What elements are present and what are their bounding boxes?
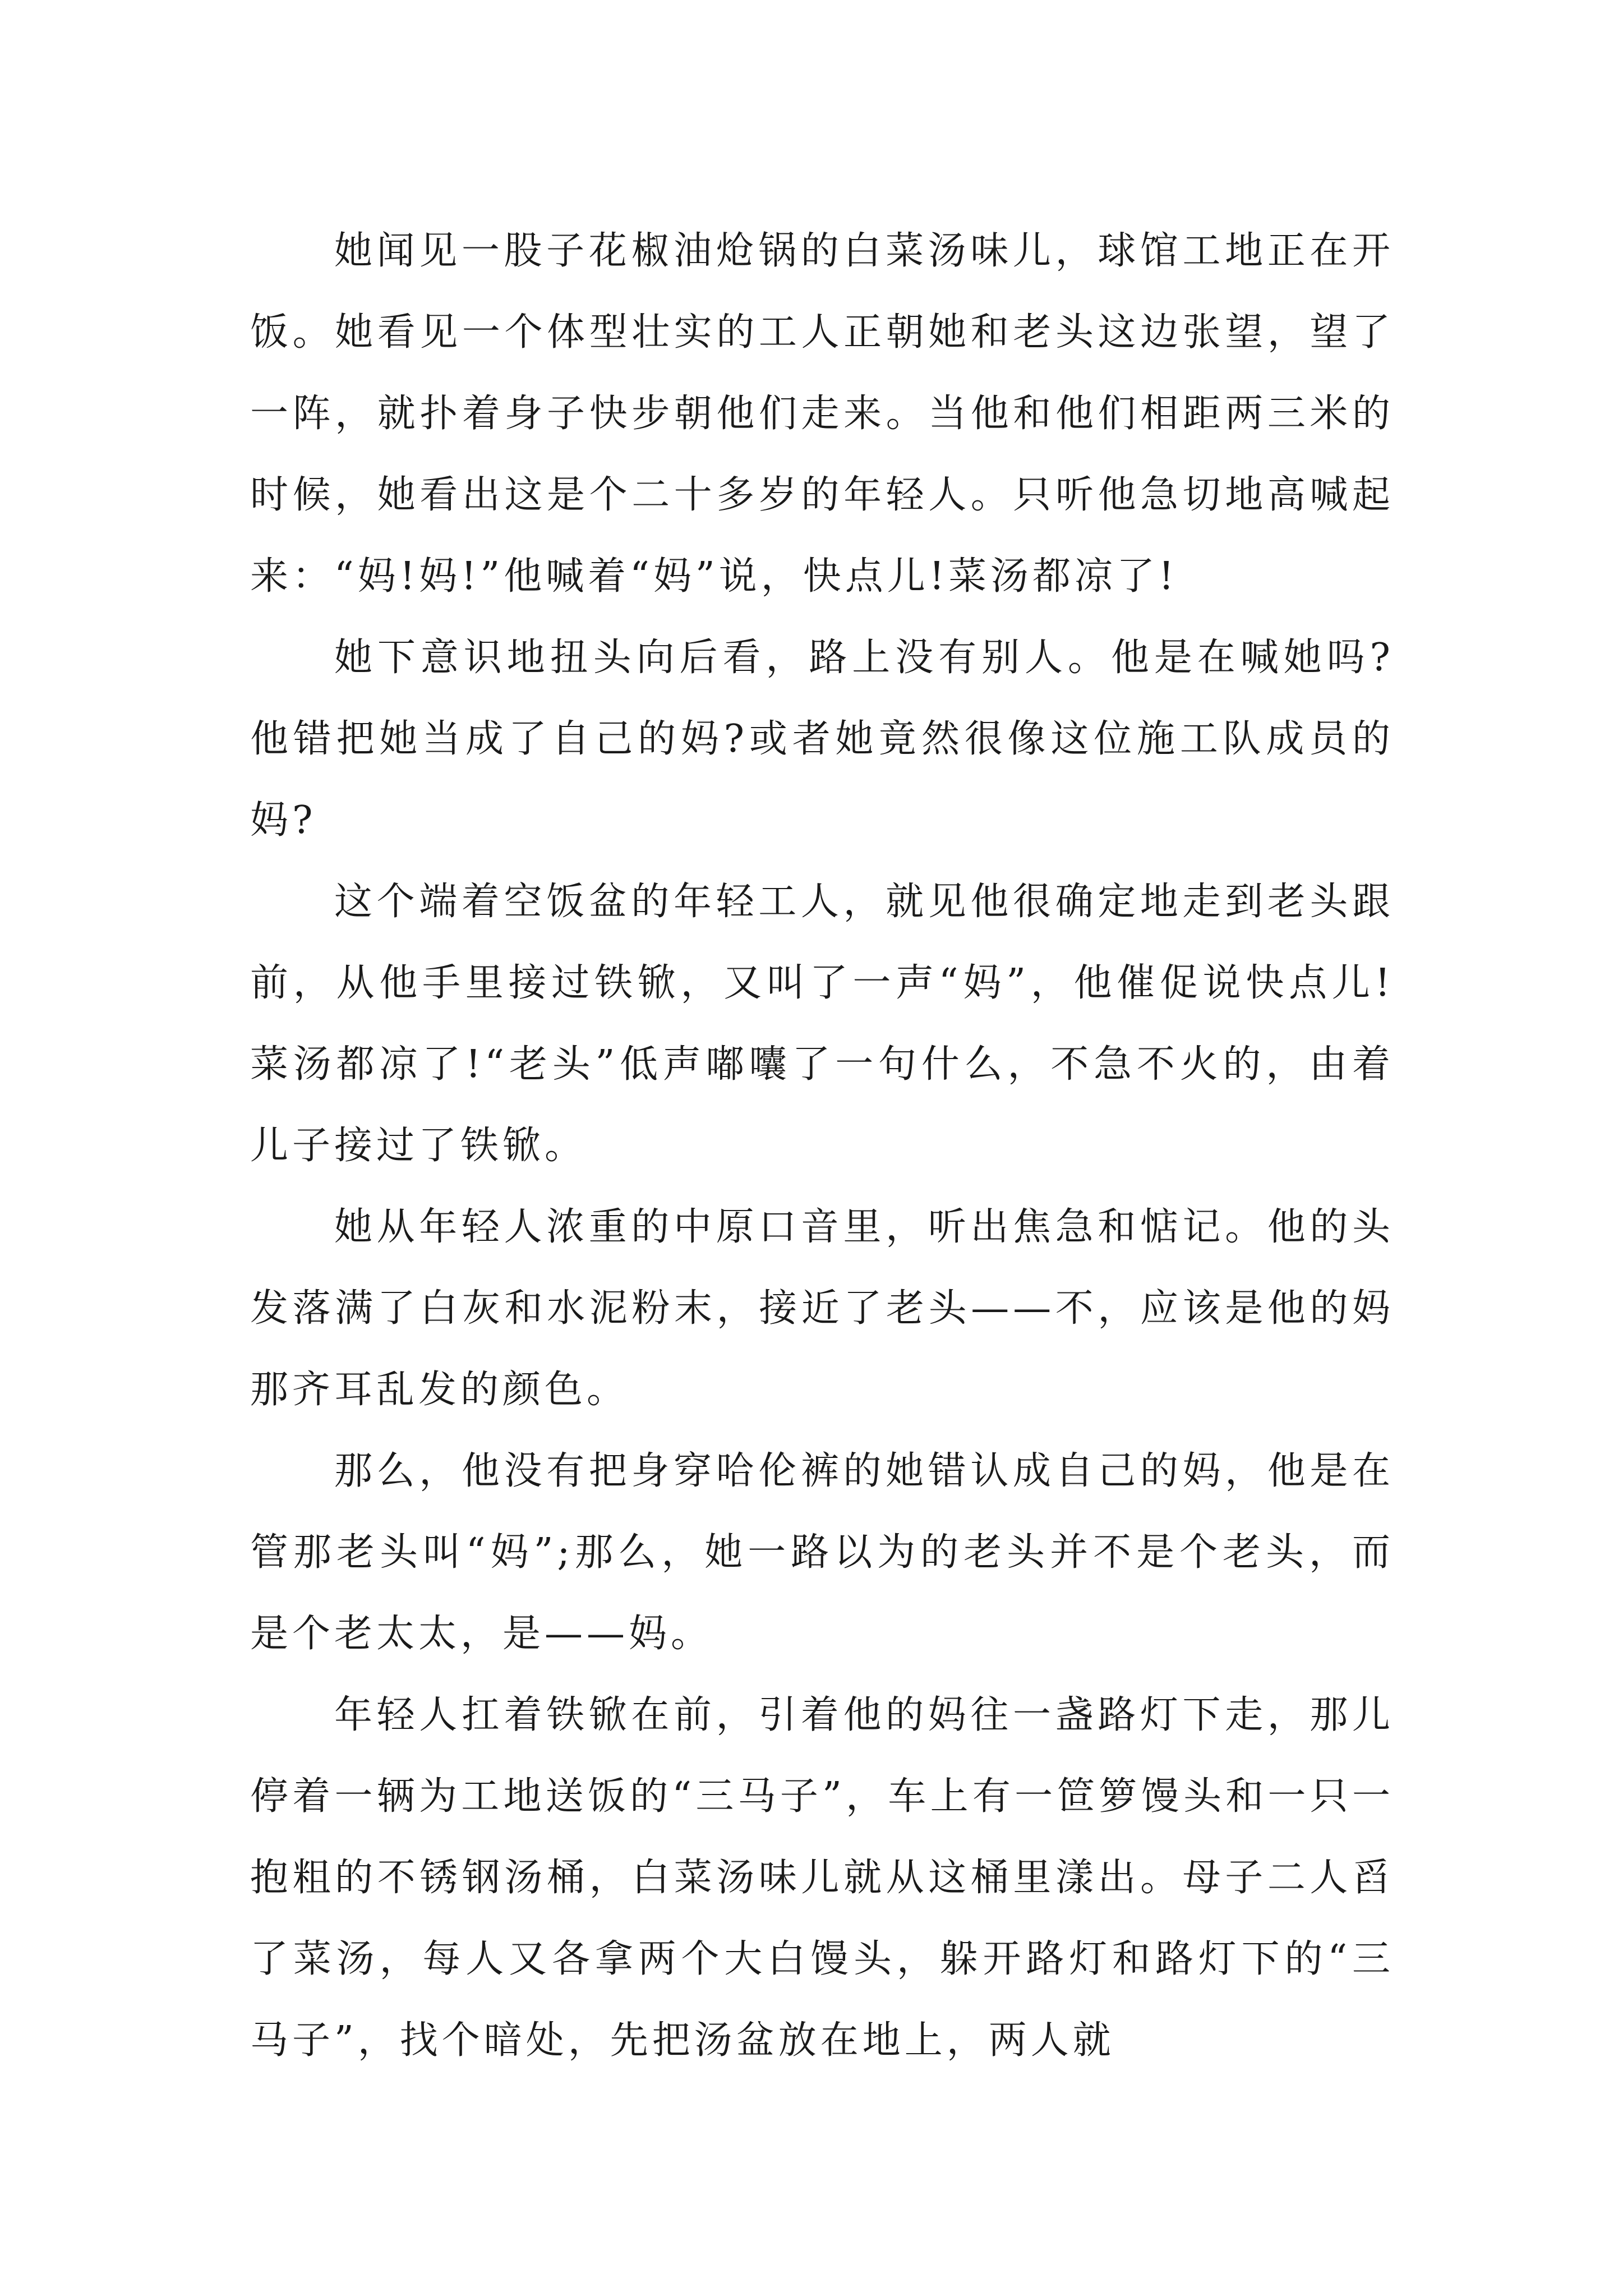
paragraph: 那么，他没有把身穿哈伦裤的她错认成自己的妈，他是在管那老头叫“妈”;那么，她一路以为的老头并不是个老头，而是个老太太，是——妈。 — [250, 1449, 1394, 1656]
paragraph: 这个端着空饭盆的年轻工人，就见他很确定地走到老头跟前，从他手里接过铁锨，又叫了一声“妈”，他催促说快点儿!菜汤都凉了!“老头”低声嘟囔了一句什么，不急不火的，由着儿子接过了铁锨。 — [250, 880, 1394, 1168]
paragraph: 她闻见一股子花椒油炝锅的白菜汤味儿，球馆工地正在开饭。她看见一个体型壮实的工人正朝她和老头这边张望，望了一阵，就扑着身子快步朝他们走来。当他和他们相距两三米的时候，她看出这是个二十多岁的年轻人。只听他急切地高喊起来：“妈!妈!”他喊着“妈”说，快点儿!菜汤都凉了! — [250, 229, 1394, 599]
document-body — [250, 210, 1394, 2081]
paragraph: 年轻人扛着铁锨在前，引着他的妈往一盏路灯下走，那儿停着一辆为工地送饭的“三马子”，车上有一笸箩馒头和一只一抱粗的不锈钢汤桶，白菜汤味儿就从这桶里漾出。母子二人舀了菜汤，每人又各拿两个大白馒头，躲开路灯和路灯下的“三马子”，找个暗处，先把汤盆放在地上，两人就 — [250, 1693, 1394, 2063]
paragraph: 她从年轻人浓重的中原口音里，听出焦急和惦记。他的头发落满了白灰和水泥粉末，接近了老头——不，应该是他的妈那齐耳乱发的颜色。 — [250, 1205, 1394, 1412]
paragraph: 她下意识地扭头向后看，路上没有别人。他是在喊她吗?他错把她当成了自己的妈?或者她竟然很像这位施工队成员的妈? — [250, 636, 1394, 843]
